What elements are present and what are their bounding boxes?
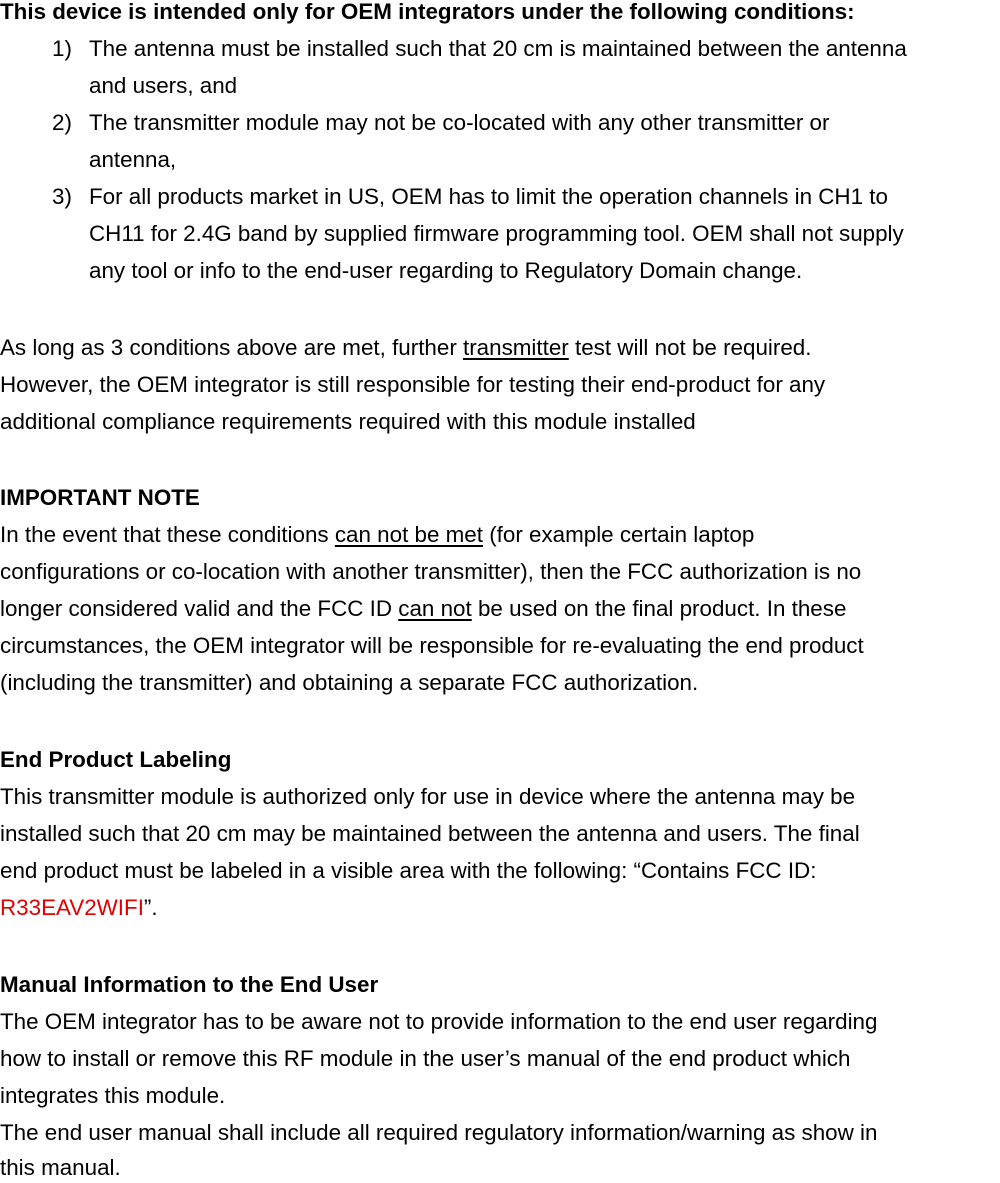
- closing-quote: ”.: [143, 895, 158, 920]
- important-text: (for example certain laptop: [482, 522, 755, 547]
- important-line-2: configurations or co-location with another transmitter), then the FCC authorization is no: [0, 559, 862, 584]
- important-line-3: [0, 594, 846, 624]
- important-line-4: circumstances, the OEM integrator will be responsible for re-evaluating the end product: [0, 633, 864, 658]
- condition-number: 1): [52, 36, 72, 61]
- important-line-1: [0, 520, 754, 550]
- transmitter-underlined: transmitter: [463, 335, 569, 360]
- important-line-5: (including the transmitter) and obtaining a separate FCC authorization.: [0, 670, 699, 695]
- condition-text-line: For all products market in US, OEM has to limit the operation channels in CH1 to: [89, 184, 888, 209]
- compliance-line-2: However, the OEM integrator is still responsible for testing their end-product for any: [0, 372, 826, 397]
- condition-text-line: The transmitter module may not be co-located with any other transmitter or: [89, 110, 830, 135]
- important-text: longer considered valid and the FCC ID: [0, 596, 399, 621]
- end-product-labeling-heading: End Product Labeling: [0, 747, 232, 772]
- compliance-line-3: additional compliance requirements required with this module installed: [0, 409, 696, 434]
- manual-info-heading: Manual Information to the End User: [0, 972, 379, 997]
- condition-text-line: CH11 for 2.4G band by supplied firmware programming tool. OEM shall not supply: [89, 221, 904, 246]
- important-note-heading: IMPORTANT NOTE: [0, 485, 200, 510]
- condition-number: 2): [52, 110, 72, 135]
- labeling-line-4: [0, 893, 158, 923]
- condition-text-line: and users, and: [89, 73, 238, 98]
- condition-text-line: antenna,: [89, 147, 177, 172]
- condition-text-line: any tool or info to the end-user regarding to Regulatory Domain change.: [89, 258, 803, 283]
- manual-line-5: this manual.: [0, 1155, 121, 1180]
- important-text: be used on the final product. In these: [471, 596, 847, 621]
- fcc-id: R33EAV2WIFI: [0, 895, 144, 920]
- compliance-text: test will not be required.: [568, 335, 812, 360]
- intro-heading: This device is intended only for OEM integrators under the following conditions:: [0, 0, 855, 24]
- manual-line-3: integrates this module.: [0, 1083, 226, 1108]
- manual-line-2: how to install or remove this RF module in the user’s manual of the end product which: [0, 1046, 851, 1071]
- manual-line-1: The OEM integrator has to be aware not to provide information to the end user regarding: [0, 1009, 878, 1034]
- condition-number: 3): [52, 184, 72, 209]
- can-not-underlined: can not: [398, 596, 472, 621]
- labeling-line-3: end product must be labeled in a visible area with the following: “Contains FCC ID:: [0, 858, 817, 883]
- compliance-text: As long as 3 conditions above are met, further: [0, 335, 463, 360]
- important-text: In the event that these conditions: [0, 522, 335, 547]
- labeling-line-1: This transmitter module is authorized only for use in device where the antenna may be: [0, 784, 856, 809]
- manual-line-4: The end user manual shall include all required regulatory information/warning as show in: [0, 1120, 878, 1145]
- compliance-line-1: [0, 333, 811, 363]
- condition-text-line: The antenna must be installed such that 20 cm is maintained between the antenna: [89, 36, 907, 61]
- labeling-line-2: installed such that 20 cm may be maintained between the antenna and users. The final: [0, 821, 860, 846]
- can-not-be-met-underlined: can not be met: [334, 522, 483, 547]
